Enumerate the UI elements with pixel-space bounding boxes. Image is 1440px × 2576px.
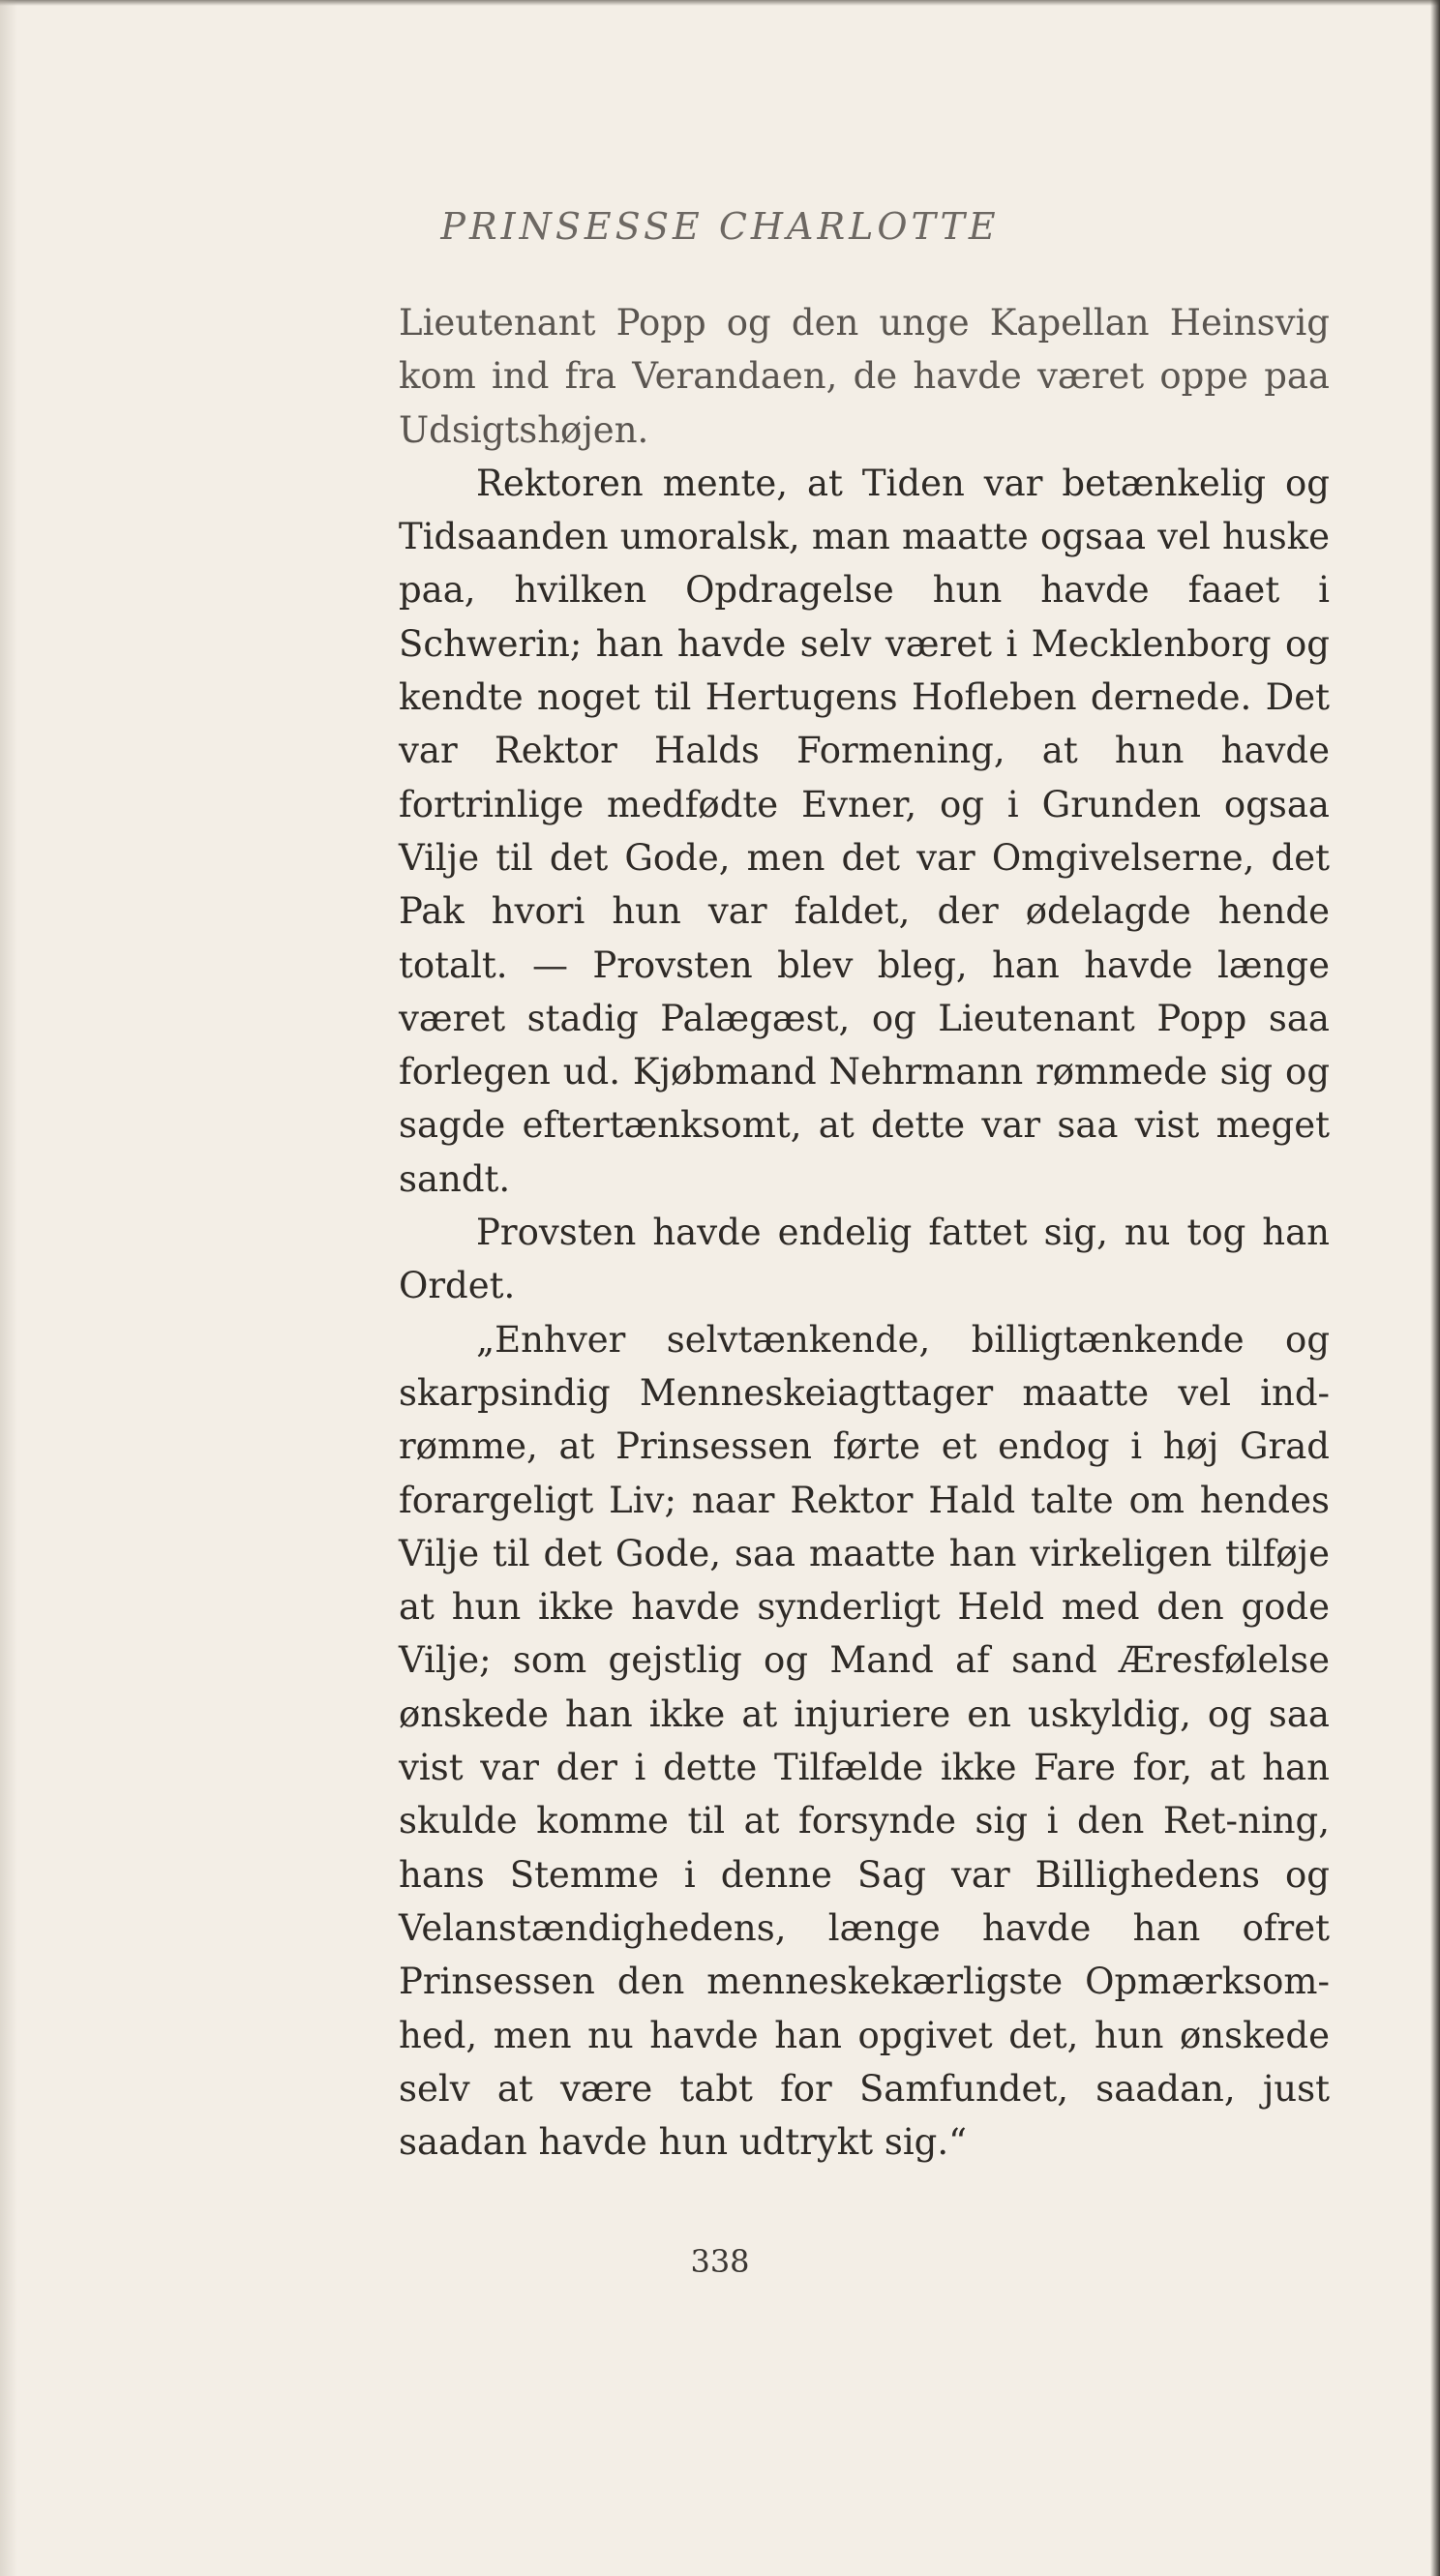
page-right-edge xyxy=(1430,0,1440,2576)
paragraph-1: Lieutenant Popp og den unge Kapellan Heinsvig kom ind fra Verandaen, de havde været oppe paa Udsigtshøjen. xyxy=(399,302,1330,451)
body-text xyxy=(399,296,1330,2169)
paragraph-2: Rektoren mente, at Tiden var betænkelig og Tidsaanden umoralsk, man maatte ogsaa vel huske paa, hvilken Opdragelse hun havde faaet i Schwerin; han havde selv været i Mecklenborg og kendte noget til Hertugens Hofleben dernede. Det var Rektor Halds Formening, at hun havde fortrinlige medfødte Evner, og i Grunden ogsaa Vilje til det Gode, men det var Omgivelserne, det Pak hvori hun var faldet, der ødelagde hende totalt. — Provsten blev bleg, han havde længe været stadig Palægæst, og Lieutenant Popp saa forlegen ud. Kjøbmand Nehrmann rømmede sig og sagde eftertænksomt, at dette var saa vist meget sandt. xyxy=(399,462,1330,1200)
page-number: 338 xyxy=(690,2243,750,2280)
paragraph-4: „Enhver selvtænkende, billigtænkende og skarpsindig Menneskeiagttager maatte vel ind-rømme, at Prinsessen førte et endog i høj Grad forargeligt Liv; naar Rektor Hald talte om hendes Vilje til det Gode, saa maatte han virkeligen tilføje at hun ikke havde synderligt Held med den gode Vilje; som gejstlig og Mand af sand Æresfølelse ønskede han ikke at injuriere en uskyldig, og saa vist var der i dette Tilfælde ikke Fare for, at han skulde komme til at forsynde sig i den Ret-ning, hans Stemme i denne Sag var Billighedens og Velanstændighedens, længe havde han ofret Prinsessen den menneskekærligste Opmærksom-hed, men nu havde han opgivet det, hun ønskede selv at være tabt for Samfundet, saadan, just saadan havde hun udtrykt sig.“ xyxy=(399,1318,1330,2164)
page-left-edge xyxy=(0,0,17,2576)
paragraph-3: Provsten havde endelig fattet sig, nu tog han Ordet. xyxy=(399,1212,1330,1307)
page-top-edge xyxy=(0,0,1440,6)
running-head: PRINSESSE CHARLOTTE xyxy=(440,205,1000,248)
